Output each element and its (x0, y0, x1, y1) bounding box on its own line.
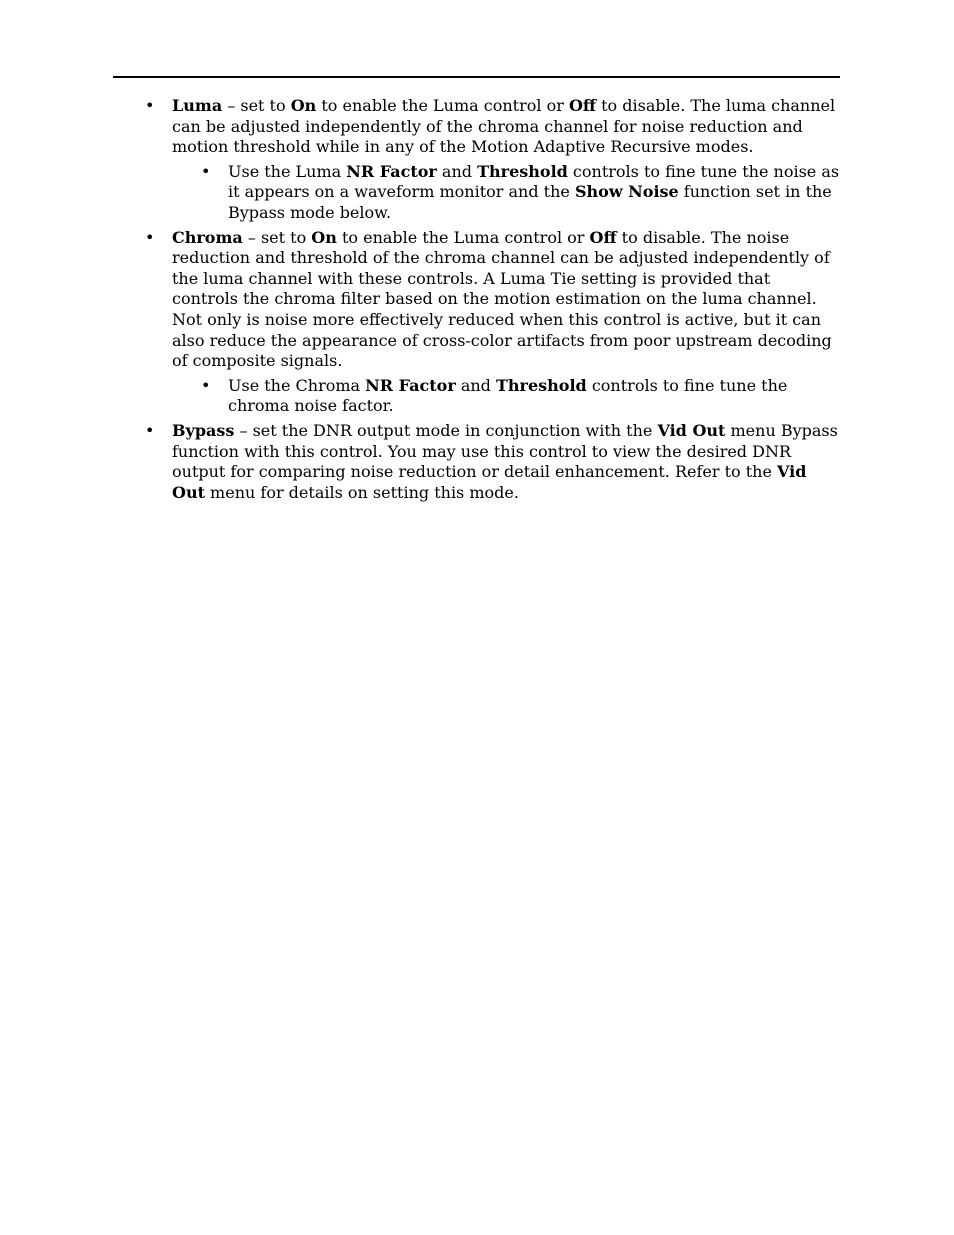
sub-item-chroma-controls (201, 375, 840, 417)
bullet: • (201, 375, 211, 395)
list-item-text: Use the Luma NR Factor and Threshold controls to fine tune the noise as it appears on a waveform monitor and the Show Noise function set in the Bypass mode below. (228, 161, 840, 222)
list-item-luma (145, 96, 840, 158)
list-item-chroma (145, 227, 840, 372)
term: Bypass (172, 420, 235, 440)
document-body (0, 96, 954, 503)
bullet: • (201, 161, 211, 181)
term: Chroma (172, 227, 243, 247)
bullet: • (145, 420, 155, 440)
list-item-text: Luma – set to On to enable the Luma control or Off to disable. The luma channel can be adjusted independently of the chroma channel for noise reduction and motion threshold while in any of the Motion Adaptive Recursive modes. (172, 96, 836, 157)
bullet: • (145, 96, 155, 115)
bullet: • (145, 227, 155, 247)
header-rule (113, 76, 840, 78)
list-item-text: Use the Chroma NR Factor and Threshold controls to fine tune the chroma noise factor. (228, 375, 788, 416)
sub-item-luma-controls (201, 161, 840, 224)
list-item-text: Bypass – set the DNR output mode in conjunction with the Vid Out menu Bypass function with this control. You may use this control to view the desired DNR output for comparing noise reduction or detail enhancement. Refer to the Vid Out menu for details on setting this mode. (172, 420, 838, 502)
list-item-text: Chroma – set to On to enable the Luma control or Off to disable. The noise reduction and threshold of the chroma channel can be adjusted independently of the luma channel with these controls. A Luma Tie setting is provided that controls the chroma filter based on the motion estimation on the luma channel. Not only is noise more effectively reduced when this control is active, but it can also reduce the appearance of cross-color artifacts from poor upstream decoding of composite signals. (172, 227, 832, 371)
term: Luma (172, 96, 223, 115)
list-item-bypass (145, 420, 840, 503)
